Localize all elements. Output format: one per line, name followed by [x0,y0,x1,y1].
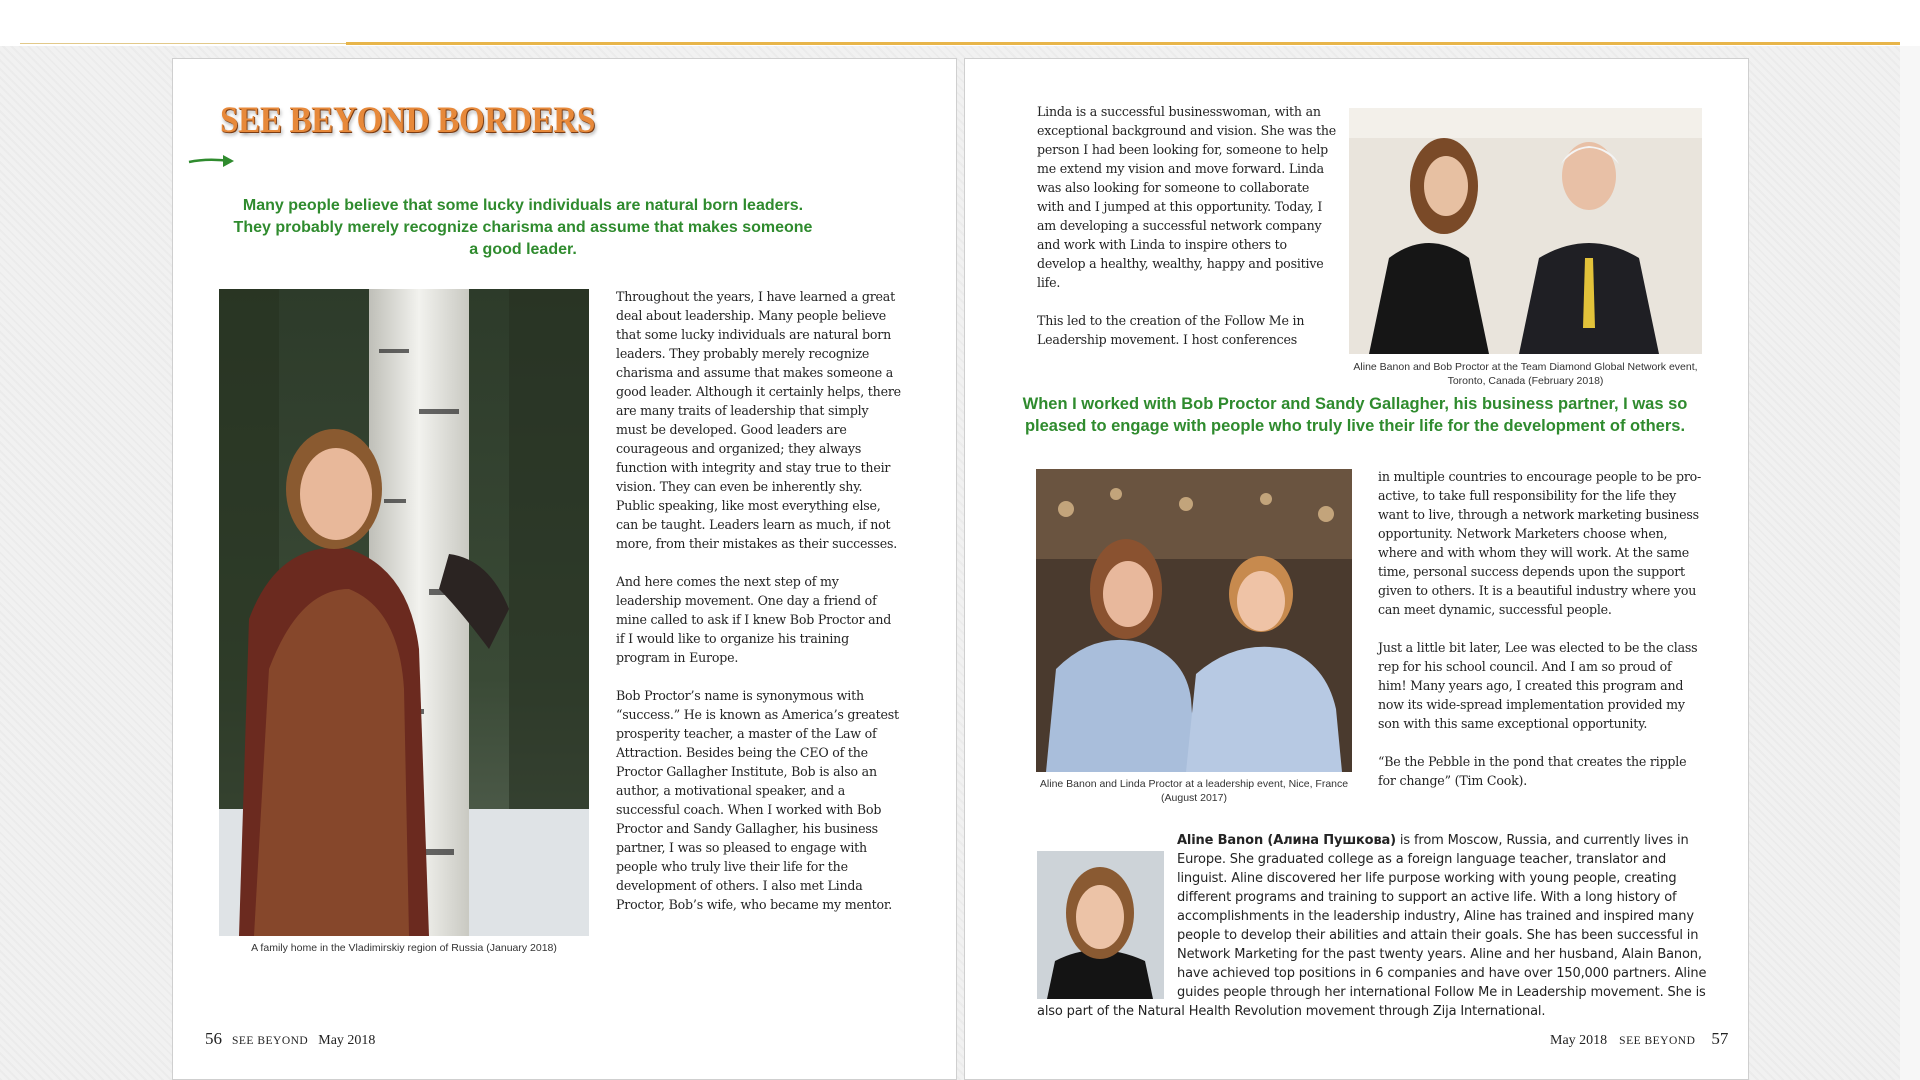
page-footer-left [199,1029,375,1049]
magazine-page-right [964,58,1749,1080]
article-body-column [616,287,901,933]
issue-date: May 2018 [1550,1033,1608,1048]
article-body-column [1037,102,1337,368]
paragraph: This led to the creation of the Follow Me in Leadership movement. I host conferences [1037,313,1305,347]
viewer-top-bar [0,0,1920,46]
footer-brand: SEE BEYOND [232,1035,309,1047]
photo-caption: Aline Banon and Bob Proctor at the Team Diamond Global Network event, Toronto, Canada (February 2018) [1353,361,1698,387]
paragraph: Bob Proctor’s name is synonymous with “success.” He is known as America’s greatest prosperity teacher, a master of the Law of Attraction. Besides being the CEO of the Proctor Gallagher Institute, Bob is also an author, a motivational speaker, and a successful coach. When I worked with Bob Proctor and Sandy Gallagher, his business partner, I was so pleased to engage with people who truly live their life for the development of others. I also met Linda Proctor, Bob’s wife, who became my mentor. [616,688,899,912]
photo-caption: Aline Banon and Linda Proctor at a leadership event, Nice, France (August 2017) [1039,778,1349,804]
paragraph: in multiple countries to encourage people to be pro-active, to take full responsibility for the life they want to live, through a network marketing business opportunity. Network Marketers choose when, where and with whom they will work. At the same time, personal success depends upon the support given to others. It is a beautiful industry where you can meet dynamic, successful people. [1378,469,1702,617]
issue-date: May 2018 [318,1033,376,1048]
photo-aline-and-linda-proctor [1036,469,1352,772]
pull-quote: When I worked with Bob Proctor and Sandy Gallagher, his business partner, I was so pleased to engage with people who truly live their life for the development of others. [1022,395,1688,435]
article-body-column [1378,467,1703,809]
paragraph: Throughout the years, I have learned a great deal about leadership. Many people believe that some lucky individuals are natural born leaders. They probably merely recognize charisma and assume that makes someone a good leader. Although it certainly helps, there are many traits of leadership that simply must be developed. Good leaders are courageous and organized; they always function with integrity and stay true to their vision. They can even be inherently shy. Public speaking, like most everything else, can be taught. Leaders learn as much, if not more, from their mistakes as their successes. [616,289,901,551]
photo-author-portrait [1037,851,1164,999]
photo-aline-and-bob-proctor [1349,108,1702,354]
magazine-logo: SEE BEYOND BORDERS [220,100,595,141]
paragraph: “Be the Pebble in the pond that creates the ripple for change” (Tim Cook). [1378,754,1687,788]
top-rule-thin [20,43,350,44]
page-number: 56 [205,1029,222,1048]
page-number: 57 [1711,1029,1729,1048]
top-rule-gold [346,42,1900,45]
paragraph: Just a little bit later, Lee was elected to be the class rep for his school council. And I am so proud of him! Many years ago, I created this program and now its wide-spread implementation provided my son with this same exceptional opportunity. [1378,640,1698,731]
pull-quote: Many people believe that some lucky individuals are natural born leaders. They probably merely recognize charisma and assume that makes someone a good leader. [233,197,813,258]
page-footer-right [1550,1029,1734,1049]
paragraph: Linda is a successful businesswoman, with an exceptional background and vision. She was the person I had been looking for, someone to help me extend my vision and move forward. Linda was also looking for someone to collaborate with and I jumped at this opportunity. Today, I am developing a successful network company and work with Linda to inspire others to develop a healthy, wealthy, happy and positive life. [1037,104,1337,290]
arrow-right-icon [187,151,237,171]
photo-caption: A family home in the Vladimirskiy region of Russia (January 2018) [251,942,557,954]
photo-woman-with-birch-tree [219,289,589,936]
magazine-page-left [172,58,957,1080]
paragraph: And here comes the next step of my leadership movement. One day a friend of mine called to ask if I knew Bob Proctor and if I would like to organize his training program in Europe. [616,574,892,665]
bio-author-name: Aline Banon (Алина Пушкова) [1177,833,1396,848]
footer-brand: SEE BEYOND [1619,1035,1696,1047]
bio-text: is from Moscow, Russia, and currently lives in Europe. She graduated college as a foreign language teacher, translator and linguist. Aline discovered her life purpose working with young people, creating different programs and training to support an active life. With a long history of accomplishments in the leadership industry, Aline has trained and inspired many people to develop their abilities and attain their goals. She has been successful in Network Marketing for the past twenty years. Aline and her husband, Alain Banon, have achieved top positions in 6 companies and have over 150,000 partners. Aline guides people through her international Follow Me in Leadership movement. She is also part of the Natural Health Revolution movement through Zija International. [1037,833,1707,1019]
viewer-scroll-gutter [1900,46,1920,1080]
